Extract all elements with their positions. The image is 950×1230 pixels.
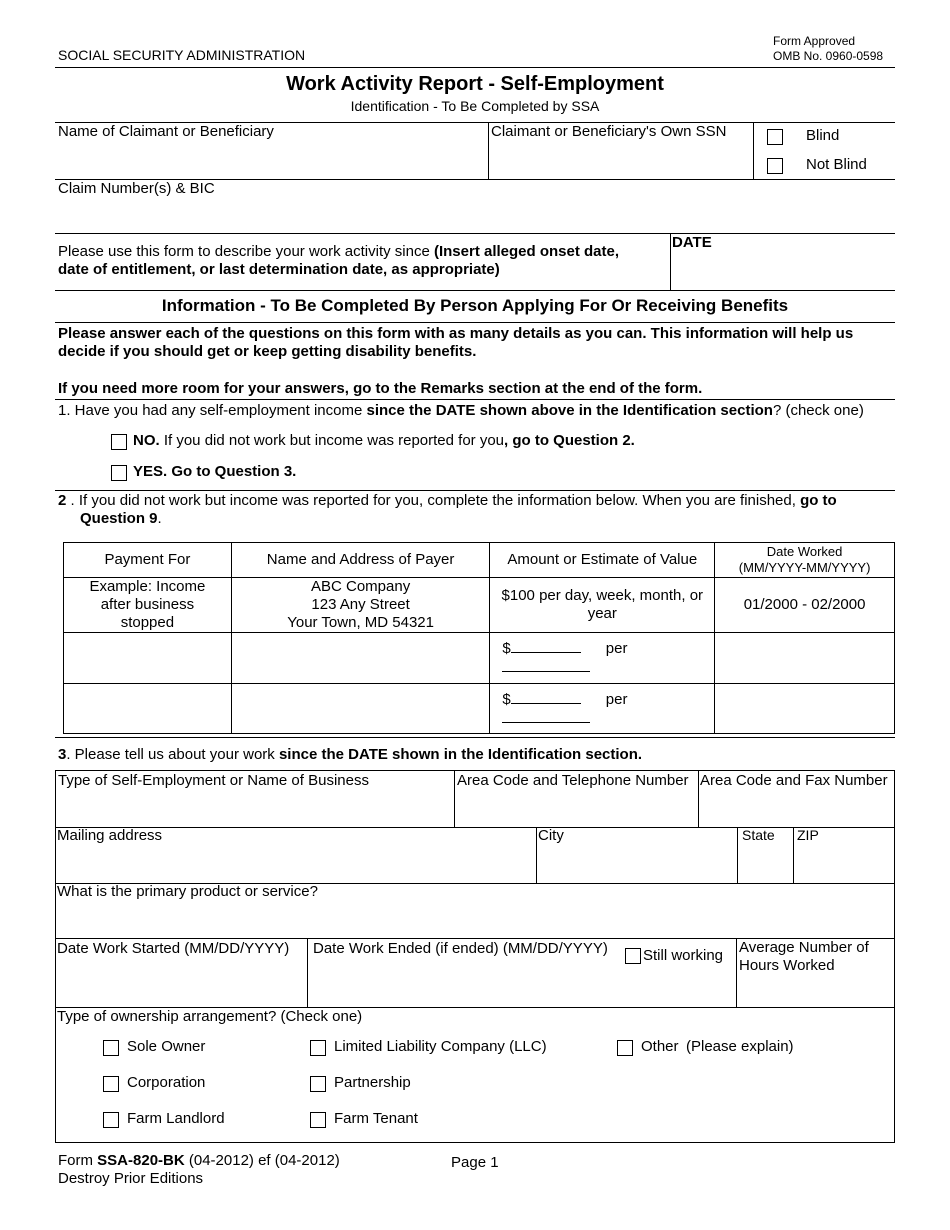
blind-checkbox[interactable]	[767, 129, 783, 145]
omb-number: OMB No. 0960-0598	[773, 49, 884, 63]
other-checkbox[interactable]	[617, 1040, 633, 1056]
example-payment-line: Example: Income	[89, 578, 206, 595]
q1-no-goto: , go to Question 2.	[504, 432, 635, 449]
divider	[55, 67, 895, 68]
form-number-bold: SSA-820-BK	[97, 1152, 185, 1169]
q2-period: .	[157, 510, 162, 527]
col-date-worked	[715, 543, 895, 578]
divider	[55, 399, 895, 400]
product-label: What is the primary product or service?	[57, 883, 318, 900]
table-row	[64, 633, 895, 684]
hours-input[interactable]	[737, 976, 894, 1006]
q1-yes-label: YES. Go to Question 3.	[133, 463, 297, 480]
q3-text-b: since the DATE shown in the Identification section.	[278, 746, 643, 763]
per-input[interactable]	[502, 709, 590, 723]
ended-label: Date Work Ended (if ended) (MM/DD/YYYY)	[313, 940, 608, 957]
city-label: City	[538, 827, 564, 844]
state-label: State	[742, 827, 775, 843]
phone-input[interactable]	[455, 792, 697, 826]
corporation-checkbox[interactable]	[103, 1076, 119, 1092]
example-payer-line: ABC Company	[311, 578, 411, 595]
example-payment-line: stopped	[120, 614, 175, 631]
col-amount: Amount or Estimate of Value	[490, 543, 715, 578]
state-input[interactable]	[738, 847, 792, 882]
business-input[interactable]	[56, 792, 453, 826]
corporation-label: Corporation	[127, 1074, 206, 1091]
q1-yes-checkbox[interactable]	[111, 465, 127, 481]
product-input[interactable]	[56, 903, 894, 937]
amount-input[interactable]	[511, 639, 581, 653]
blind-label: Blind	[806, 127, 840, 144]
form-number-post: (04-2012) ef (04-2012)	[184, 1152, 340, 1169]
partnership-checkbox[interactable]	[310, 1076, 326, 1092]
q1-no-bold: NO.	[133, 432, 160, 449]
q3-number: 3	[58, 746, 67, 763]
q1-no-text: If you did not work but income was reported for you	[159, 432, 505, 449]
partnership-label: Partnership	[334, 1074, 411, 1091]
instructions-1: Please answer each of the questions on this form with as many details as you can. This information will help us	[58, 325, 854, 342]
ssn-label: Claimant or Beneficiary's Own SSN	[491, 123, 727, 140]
date-input[interactable]	[671, 252, 895, 290]
llc-label: Limited Liability Company (LLC)	[334, 1038, 547, 1055]
per-input[interactable]	[502, 658, 590, 672]
payment-table	[63, 542, 895, 734]
divider	[55, 233, 895, 234]
example-amount	[490, 578, 715, 633]
dollar-sign: $	[502, 690, 511, 708]
dollar-sign: $	[502, 640, 511, 657]
payer-input[interactable]	[231, 684, 490, 734]
date-worked-input[interactable]	[715, 684, 895, 734]
hours-label-2: Hours Worked	[739, 957, 835, 974]
q2-goto-a: go to	[800, 492, 837, 509]
payment-for-input[interactable]	[64, 684, 232, 734]
amount-cell	[490, 684, 715, 734]
started-label: Date Work Started (MM/DD/YYYY)	[57, 940, 290, 957]
q1-no-checkbox[interactable]	[111, 434, 127, 450]
not-blind-label: Not Blind	[806, 156, 867, 173]
started-input[interactable]	[56, 960, 306, 1006]
example-payer-line: 123 Any Street	[311, 596, 410, 613]
q2-text	[58, 492, 837, 510]
amount-cell	[490, 633, 715, 684]
still-working-label: Still working	[643, 947, 724, 964]
form-approved: Form Approved	[773, 34, 856, 48]
example-payer-line: Your Town, MD 54321	[287, 614, 434, 631]
form-number	[58, 1152, 340, 1170]
payer-input[interactable]	[231, 633, 490, 684]
q3-text	[58, 746, 642, 764]
mailing-label: Mailing address	[57, 827, 163, 844]
since-bold-1: (Insert alleged onset date,	[433, 243, 620, 260]
example-payment-line: after business	[100, 596, 195, 613]
table-header-row	[64, 543, 895, 578]
table-row	[64, 684, 895, 734]
since-bold-2: date of entitlement, or last determination date, as appropriate)	[58, 261, 500, 278]
divider	[55, 290, 895, 291]
per-label: per	[605, 640, 628, 657]
date-label: DATE	[672, 234, 712, 251]
llc-checkbox[interactable]	[310, 1040, 326, 1056]
farm-landlord-checkbox[interactable]	[103, 1112, 119, 1128]
hours-label-1: Average Number of	[739, 939, 869, 956]
zip-label: ZIP	[797, 827, 819, 843]
city-input[interactable]	[537, 847, 736, 882]
payment-for-input[interactable]	[64, 633, 232, 684]
divider	[753, 122, 754, 179]
not-blind-checkbox[interactable]	[767, 158, 783, 174]
q1-text-c: ? (check one)	[772, 402, 864, 419]
claimant-name-label: Name of Claimant or Beneficiary	[58, 123, 274, 140]
example-amount-line: $100 per day, week, month, or	[501, 587, 704, 604]
q2-text-body: . If you did not work but income was reported for you, complete the information below. When you are finished,	[66, 492, 801, 509]
ownership-label: Type of ownership arrangement? (Check one)	[57, 1008, 363, 1025]
sole-owner-checkbox[interactable]	[103, 1040, 119, 1056]
col-payment-for: Payment For	[64, 543, 232, 578]
info-heading: Information - To Be Completed By Person Applying For Or Receiving Benefits	[161, 296, 789, 315]
example-payer	[231, 578, 490, 633]
claim-number-label: Claim Number(s) & BIC	[58, 180, 215, 197]
phone-label: Area Code and Telephone Number	[457, 772, 689, 789]
farm-landlord-label: Farm Landlord	[127, 1110, 225, 1127]
q1-text	[58, 402, 864, 420]
instructions-3: If you need more room for your answers, go to the Remarks section at the end of the form.	[58, 380, 703, 397]
divider	[55, 737, 895, 738]
business-label: Type of Self-Employment or Name of Business	[58, 772, 369, 789]
farm-tenant-checkbox[interactable]	[310, 1112, 326, 1128]
fax-label: Area Code and Fax Number	[700, 772, 888, 789]
fax-input[interactable]	[699, 792, 894, 826]
q2-number: 2	[58, 492, 67, 509]
date-worked-input[interactable]	[715, 633, 895, 684]
other-label: Other	[641, 1038, 679, 1055]
q1-text-b: since the DATE shown above in the Identification section	[366, 402, 773, 419]
amount-input[interactable]	[511, 690, 581, 704]
per-label: per	[605, 690, 628, 708]
mailing-input[interactable]	[56, 847, 535, 882]
example-dates: 01/2000 - 02/2000	[715, 578, 895, 633]
q1-text-a: 1. Have you had any self-employment income	[58, 402, 367, 419]
page-title: Work Activity Report - Self-Employment	[286, 73, 664, 95]
divider	[55, 490, 895, 491]
claimant-name-input[interactable]	[55, 140, 488, 179]
col-payer: Name and Address of Payer	[231, 543, 490, 578]
since-instructions	[58, 243, 619, 261]
farm-tenant-label: Farm Tenant	[334, 1110, 418, 1127]
zip-input[interactable]	[794, 847, 894, 882]
col-date-worked-title: Date Worked	[766, 544, 843, 559]
example-payment-for	[64, 578, 232, 633]
instructions-2: decide if you should get or keep getting disability benefits.	[58, 343, 477, 360]
q2-text-2	[80, 510, 162, 528]
divider	[55, 322, 895, 323]
q1-no-label	[133, 432, 635, 450]
other-explain-label: (Please explain)	[686, 1038, 794, 1055]
sole-owner-label: Sole Owner	[127, 1038, 206, 1055]
still-working-checkbox[interactable]	[625, 948, 641, 964]
example-amount-line: year	[587, 605, 617, 622]
q3-text-a: . Please tell us about your work	[66, 746, 279, 763]
claim-number-input[interactable]	[55, 198, 895, 232]
destroy-notice: Destroy Prior Editions	[58, 1170, 204, 1187]
form-number-pre: Form	[58, 1152, 98, 1169]
ended-input[interactable]	[308, 960, 623, 1006]
since-text: Please use this form to describe your work activity since	[58, 243, 434, 260]
page-subtitle: Identification - To Be Completed by SSA	[350, 98, 600, 114]
page-number: Page 1	[451, 1154, 499, 1171]
table-row	[64, 578, 895, 633]
q2-goto-b: Question 9	[80, 510, 158, 527]
agency-name: SOCIAL SECURITY ADMINISTRATION	[58, 47, 306, 63]
col-date-worked-format: (MM/YYYY-MM/YYYY)	[738, 560, 871, 575]
